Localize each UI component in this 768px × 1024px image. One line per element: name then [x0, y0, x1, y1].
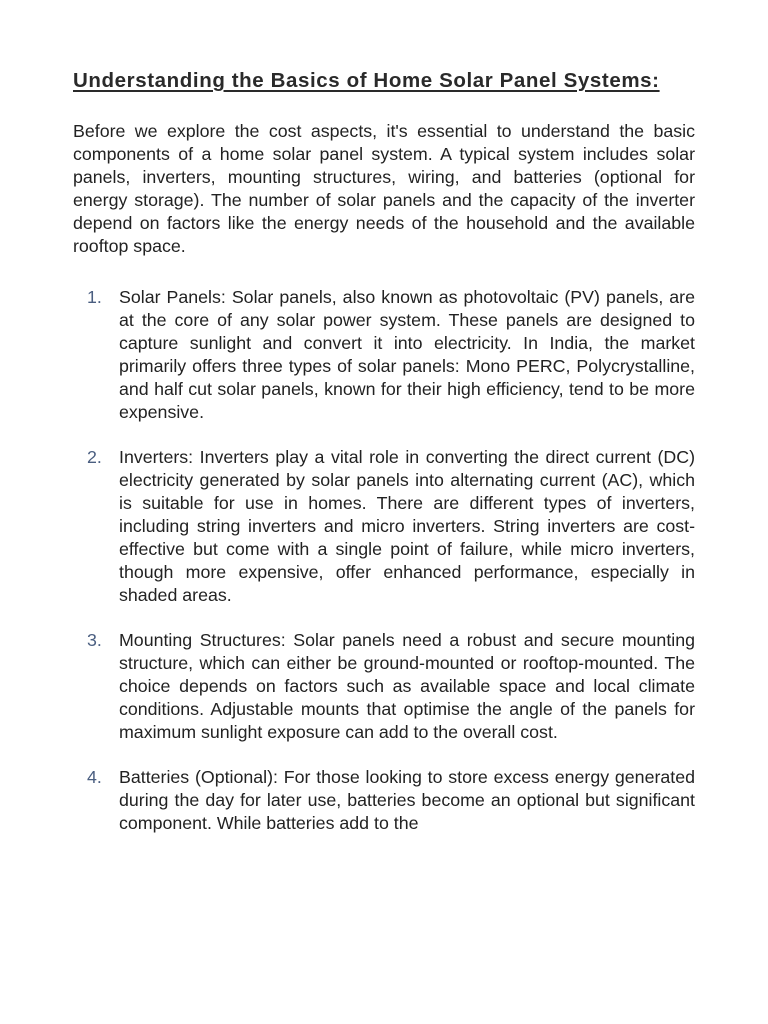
- list-number: 3.: [87, 630, 102, 650]
- list-number: 2.: [87, 447, 102, 467]
- list-item-text: Inverters: Inverters play a vital role in converting the direct current (DC) electricity generated by solar panels into alternating current (AC), which is suitable for use in homes. There are different types of inverters, including string inverters and micro inverters. String inverters are cost-effective but come with a single point of failure, while micro inverters, though more expensive, offer enhanced performance, especially in shaded areas.: [119, 447, 695, 605]
- list-item-inverters: [73, 446, 695, 607]
- list-item-batteries: [73, 766, 695, 835]
- list-number: 4.: [87, 767, 102, 787]
- list-item-solar-panels: [73, 286, 695, 424]
- page-title: Understanding the Basics of Home Solar Panel Systems:: [73, 69, 660, 92]
- list-item-text: Batteries (Optional): For those looking to store excess energy generated during the day for later use, batteries become an optional but significant component. While batteries add to the: [119, 767, 695, 833]
- list-item-mounting-structures: [73, 629, 695, 744]
- list-item-text: Solar Panels: Solar panels, also known as photovoltaic (PV) panels, are at the core of any solar power system. These panels are designed to capture sunlight and convert it into electricity. In India, the market primarily offers three types of solar panels: Mono PERC, Polycrystalline, and half cut solar panels, known for their high efficiency, tend to be more expensive.: [119, 287, 695, 422]
- list-item-text: Mounting Structures: Solar panels need a robust and secure mounting structure, which can either be ground-mounted or rooftop-mounted. The choice depends on factors such as available space and local climate conditions. Adjustable mounts that optimise the angle of the panels for maximum sunlight exposure can add to the overall cost.: [119, 630, 695, 742]
- intro-paragraph: Before we explore the cost aspects, it's essential to understand the basic components of a home solar panel system. A typical system includes solar panels, inverters, mounting structures, wiring, and batteries (optional for energy storage). The number of solar panels and the capacity of the inverter depend on factors like the energy needs of the household and the available rooftop space.: [73, 121, 695, 256]
- list-number: 1.: [87, 287, 102, 307]
- document-page: [73, 68, 695, 857]
- components-list: [73, 286, 695, 835]
